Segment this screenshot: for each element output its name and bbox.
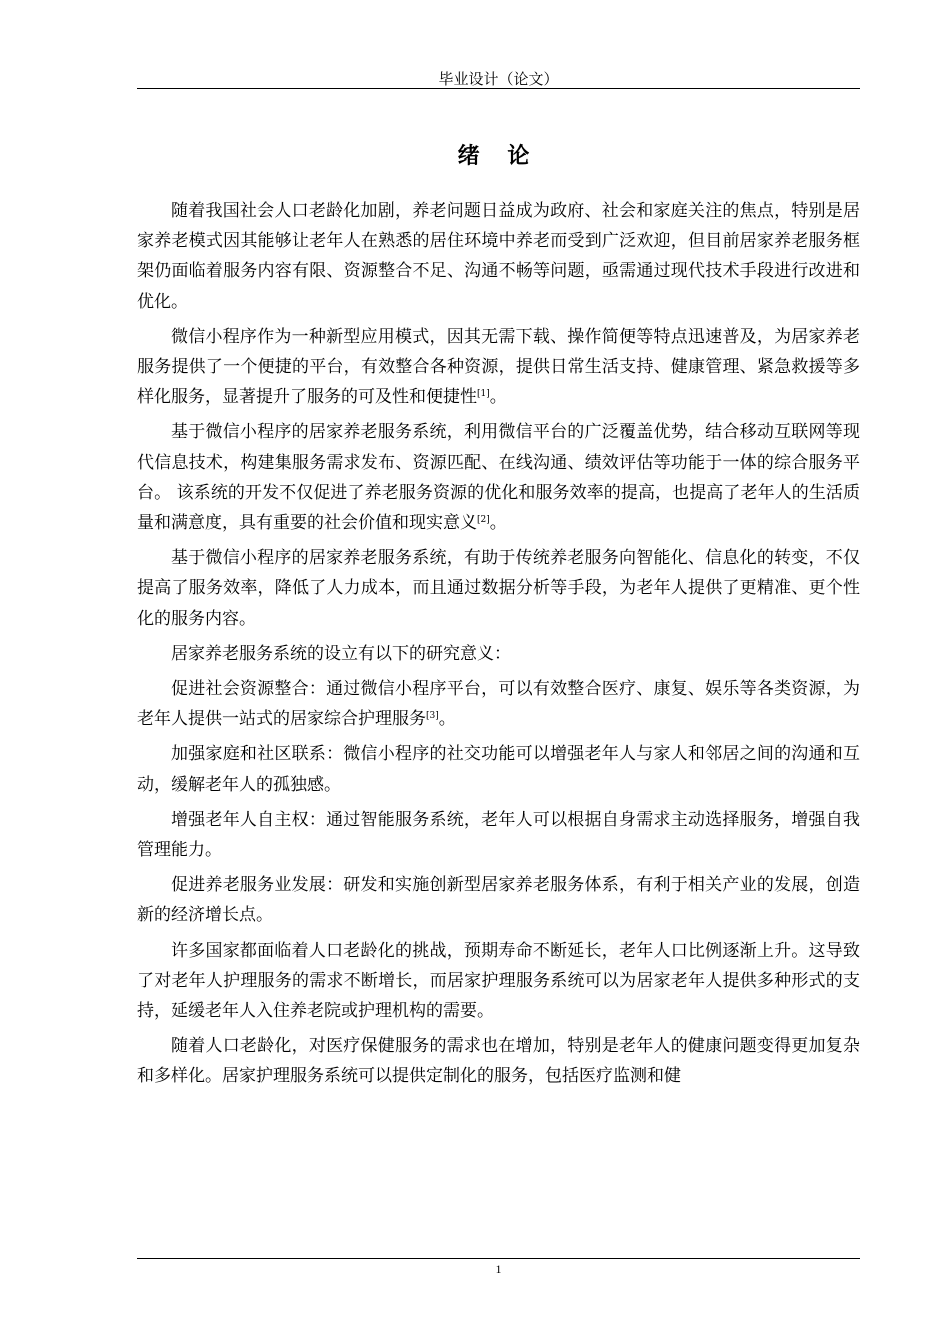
citation: [2] [477, 515, 490, 526]
paragraph: 促进养老服务业发展：研发和实施创新型居家养老服务体系，有利于相关产业的发展，创造新的经济增长点。 [137, 875, 860, 926]
paragraph: 增强老年人自主权：通过智能服务系统，老年人可以根据自身需求主动选择服务，增强自我管理能力。 [137, 809, 860, 861]
header-divider [137, 88, 860, 89]
paragraph: 随着人口老龄化，对医疗保健服务的需求也在增加，特别是老年人的健康问题变得更加复杂和多样化。居家护理服务系统可以提供定制化的服务，包括医疗监测和健 [137, 1036, 860, 1087]
body-text [137, 196, 860, 1097]
paragraph: 基于微信小程序的居家养老服务系统，有助于传统养老服务向智能化、信息化的转变，不仅提高了服务效率，降低了人力成本，而且通过数据分析等手段，为老年人提供了更精准、更个性化的服务内容。 [137, 548, 860, 629]
paragraph: 基于微信小程序的居家养老服务系统，利用微信平台的广泛覆盖优势，结合移动互联网等现代信息技术，构建集服务需求发布、资源匹配、在线沟通、绩效评估等功能于一体的综合服务平台。 该系统的开发不仅促进了养老服务资源的优化和服务效率的提高，也提高了老年人的生活质量和满意度，具有重要的社会价值和现实意义[2]。 [137, 422, 860, 534]
paragraph: 居家养老服务系统的设立有以下的研究意义： [171, 643, 511, 664]
running-header: 毕业设计（论文） [438, 70, 559, 88]
paragraph: 微信小程序作为一种新型应用模式，因其无需下载、操作简便等特点迅速普及，为居家养老服务提供了一个便捷的平台，有效整合各种资源，提供日常生活支持、健康管理、紧急救援等多样化服务，显著提升了服务的可及性和便捷性[1]。 [137, 326, 860, 408]
page-number: 1 [495, 1262, 502, 1276]
paragraph: 随着我国社会人口老龄化加剧，养老问题日益成为政府、社会和家庭关注的焦点，特别是居家养老模式因其能够让老年人在熟悉的居住环境中养老而受到广泛欢迎，但目前居家养老服务框架仍面临着服务内容有限、资源整合不足、沟通不畅等问题，亟需通过现代技术手段进行改进和优化。 [137, 201, 860, 312]
citation: [3] [426, 711, 439, 722]
paragraph: 许多国家都面临着人口老龄化的挑战，预期寿命不断延长，老年人口比例逐渐上升。这导致了对老年人护理服务的需求不断增长，而居家护理服务系统可以为居家老年人提供多种形式的支持，延缓老年人入住养老院或护理机构的需要。 [137, 940, 860, 1022]
footer-divider [137, 1258, 860, 1259]
citation: [1] [477, 389, 490, 400]
paragraph: 加强家庭和社区联系：微信小程序的社交功能可以增强老年人与家人和邻居之间的沟通和互动，缓解老年人的孤独感。 [137, 744, 860, 795]
paragraph: 促进社会资源整合：通过微信小程序平台，可以有效整合医疗、康复、娱乐等各类资源，为老年人提供一站式的居家综合护理服务[3]。 [137, 679, 860, 730]
chapter-title: 绪 论 [457, 144, 540, 169]
